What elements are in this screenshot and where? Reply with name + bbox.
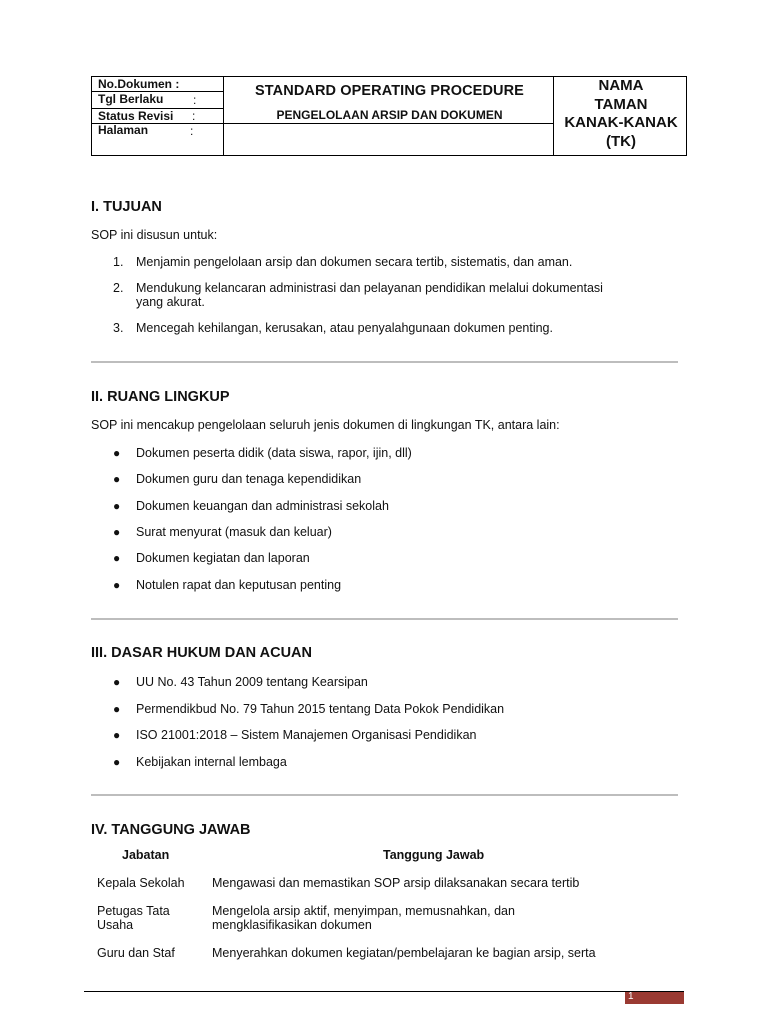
ruang-lingkup-intro: SOP ini mencakup pengelolaan seluruh jenis dokumen di lingkungan TK, antara lain: [91,418,560,432]
meta-colon: : [193,93,197,107]
bullet-icon: ● [113,755,121,769]
bullet-icon: ● [113,551,121,565]
list-number: 2. [113,281,124,295]
list-item: Dokumen guru dan tenaga kependidikan [136,472,362,486]
column-header-tanggung-jawab: Tanggung Jawab [383,848,485,862]
section-divider [91,361,678,363]
table-cell-jabatan: Kepala Sekolah [97,876,185,890]
section-heading-tanggung-jawab: IV. TANGGUNG JAWAB [91,822,251,838]
section-heading-ruang-lingkup: II. RUANG LINGKUP [91,389,230,405]
list-item-line: yang akurat. [136,295,205,309]
section-heading-tujuan: I. TUJUAN [91,199,162,215]
list-item [136,281,681,309]
bullet-icon: ● [113,499,121,513]
list-item: Kebijakan internal lembaga [136,755,287,769]
bullet-icon: ● [113,728,121,742]
header-divider [92,123,553,124]
list-number: 1. [113,255,124,269]
meta-colon: : [190,124,194,138]
document-header-table [91,76,687,156]
cell-line: Usaha [97,918,134,932]
cell-line: mengklasifikasikan dokumen [212,918,372,932]
column-header-jabatan: Jabatan [122,848,170,862]
list-item: Notulen rapat dan keputusan penting [136,578,342,592]
org-line: NAMA [598,77,644,94]
table-cell-tanggung-jawab: Menyerahkan dokumen kegiatan/pembelajaran ke bagian arsip, serta [212,946,596,960]
bullet-icon: ● [113,446,121,460]
header-divider [223,77,224,155]
list-item: UU No. 43 Tahun 2009 tentang Kearsipan [136,675,368,689]
sop-title: STANDARD OPERATING PROCEDURE [255,83,524,99]
page-number: 1 [628,991,634,1002]
tgl-berlaku-label: Tgl Berlaku [98,92,164,106]
list-item: Mencegah kehilangan, kerusakan, atau penyalahgunaan dokumen penting. [136,321,553,335]
bullet-icon: ● [113,472,121,486]
table-cell-jabatan [97,904,170,932]
organization-name [554,77,688,151]
bullet-icon: ● [113,525,121,539]
list-item: Dokumen keuangan dan administrasi sekolah [136,499,389,513]
bullet-icon: ● [113,702,121,716]
sop-subtitle: PENGELOLAAN ARSIP DAN DOKUMEN [276,108,503,122]
table-cell-tanggung-jawab [212,904,515,932]
cell-line: Mengelola arsip aktif, menyimpan, memusnahkan, dan [212,904,515,918]
halaman-label: Halaman [98,123,149,137]
list-item: Dokumen kegiatan dan laporan [136,551,310,565]
bullet-icon: ● [113,675,121,689]
org-line: KANAK-KANAK [564,114,678,131]
status-revisi-label: Status Revisi [98,109,174,123]
org-line: TAMAN [594,95,648,113]
meta-colon: : [192,109,196,123]
org-line: (TK) [606,132,636,150]
list-number: 3. [113,321,124,335]
list-item: Menjamin pengelolaan arsip dan dokumen secara tertib, sistematis, dan aman. [136,255,573,269]
list-item: Surat menyurat (masuk dan keluar) [136,525,332,539]
tujuan-intro: SOP ini disusun untuk: [91,228,218,242]
list-item: Permendikbud No. 79 Tahun 2015 tentang Data Pokok Pendidikan [136,702,505,716]
no-dokumen-label: No.Dokumen : [98,77,180,91]
bullet-icon: ● [113,578,121,592]
list-item-line: Mendukung kelancaran administrasi dan pelayanan pendidikan melalui dokumentasi [136,281,603,295]
footer-rule [84,991,684,992]
section-divider [91,794,678,796]
list-item: ISO 21001:2018 – Sistem Manajemen Organisasi Pendidikan [136,728,477,742]
section-divider [91,618,678,620]
list-item: Dokumen peserta didik (data siswa, rapor, ijin, dll) [136,446,412,460]
section-heading-dasar-hukum: III. DASAR HUKUM DAN ACUAN [91,645,312,661]
cell-line: Petugas Tata [97,904,170,918]
table-cell-jabatan: Guru dan Staf [97,946,175,960]
table-cell-tanggung-jawab: Mengawasi dan memastikan SOP arsip dilaksanakan secara tertib [212,876,580,890]
